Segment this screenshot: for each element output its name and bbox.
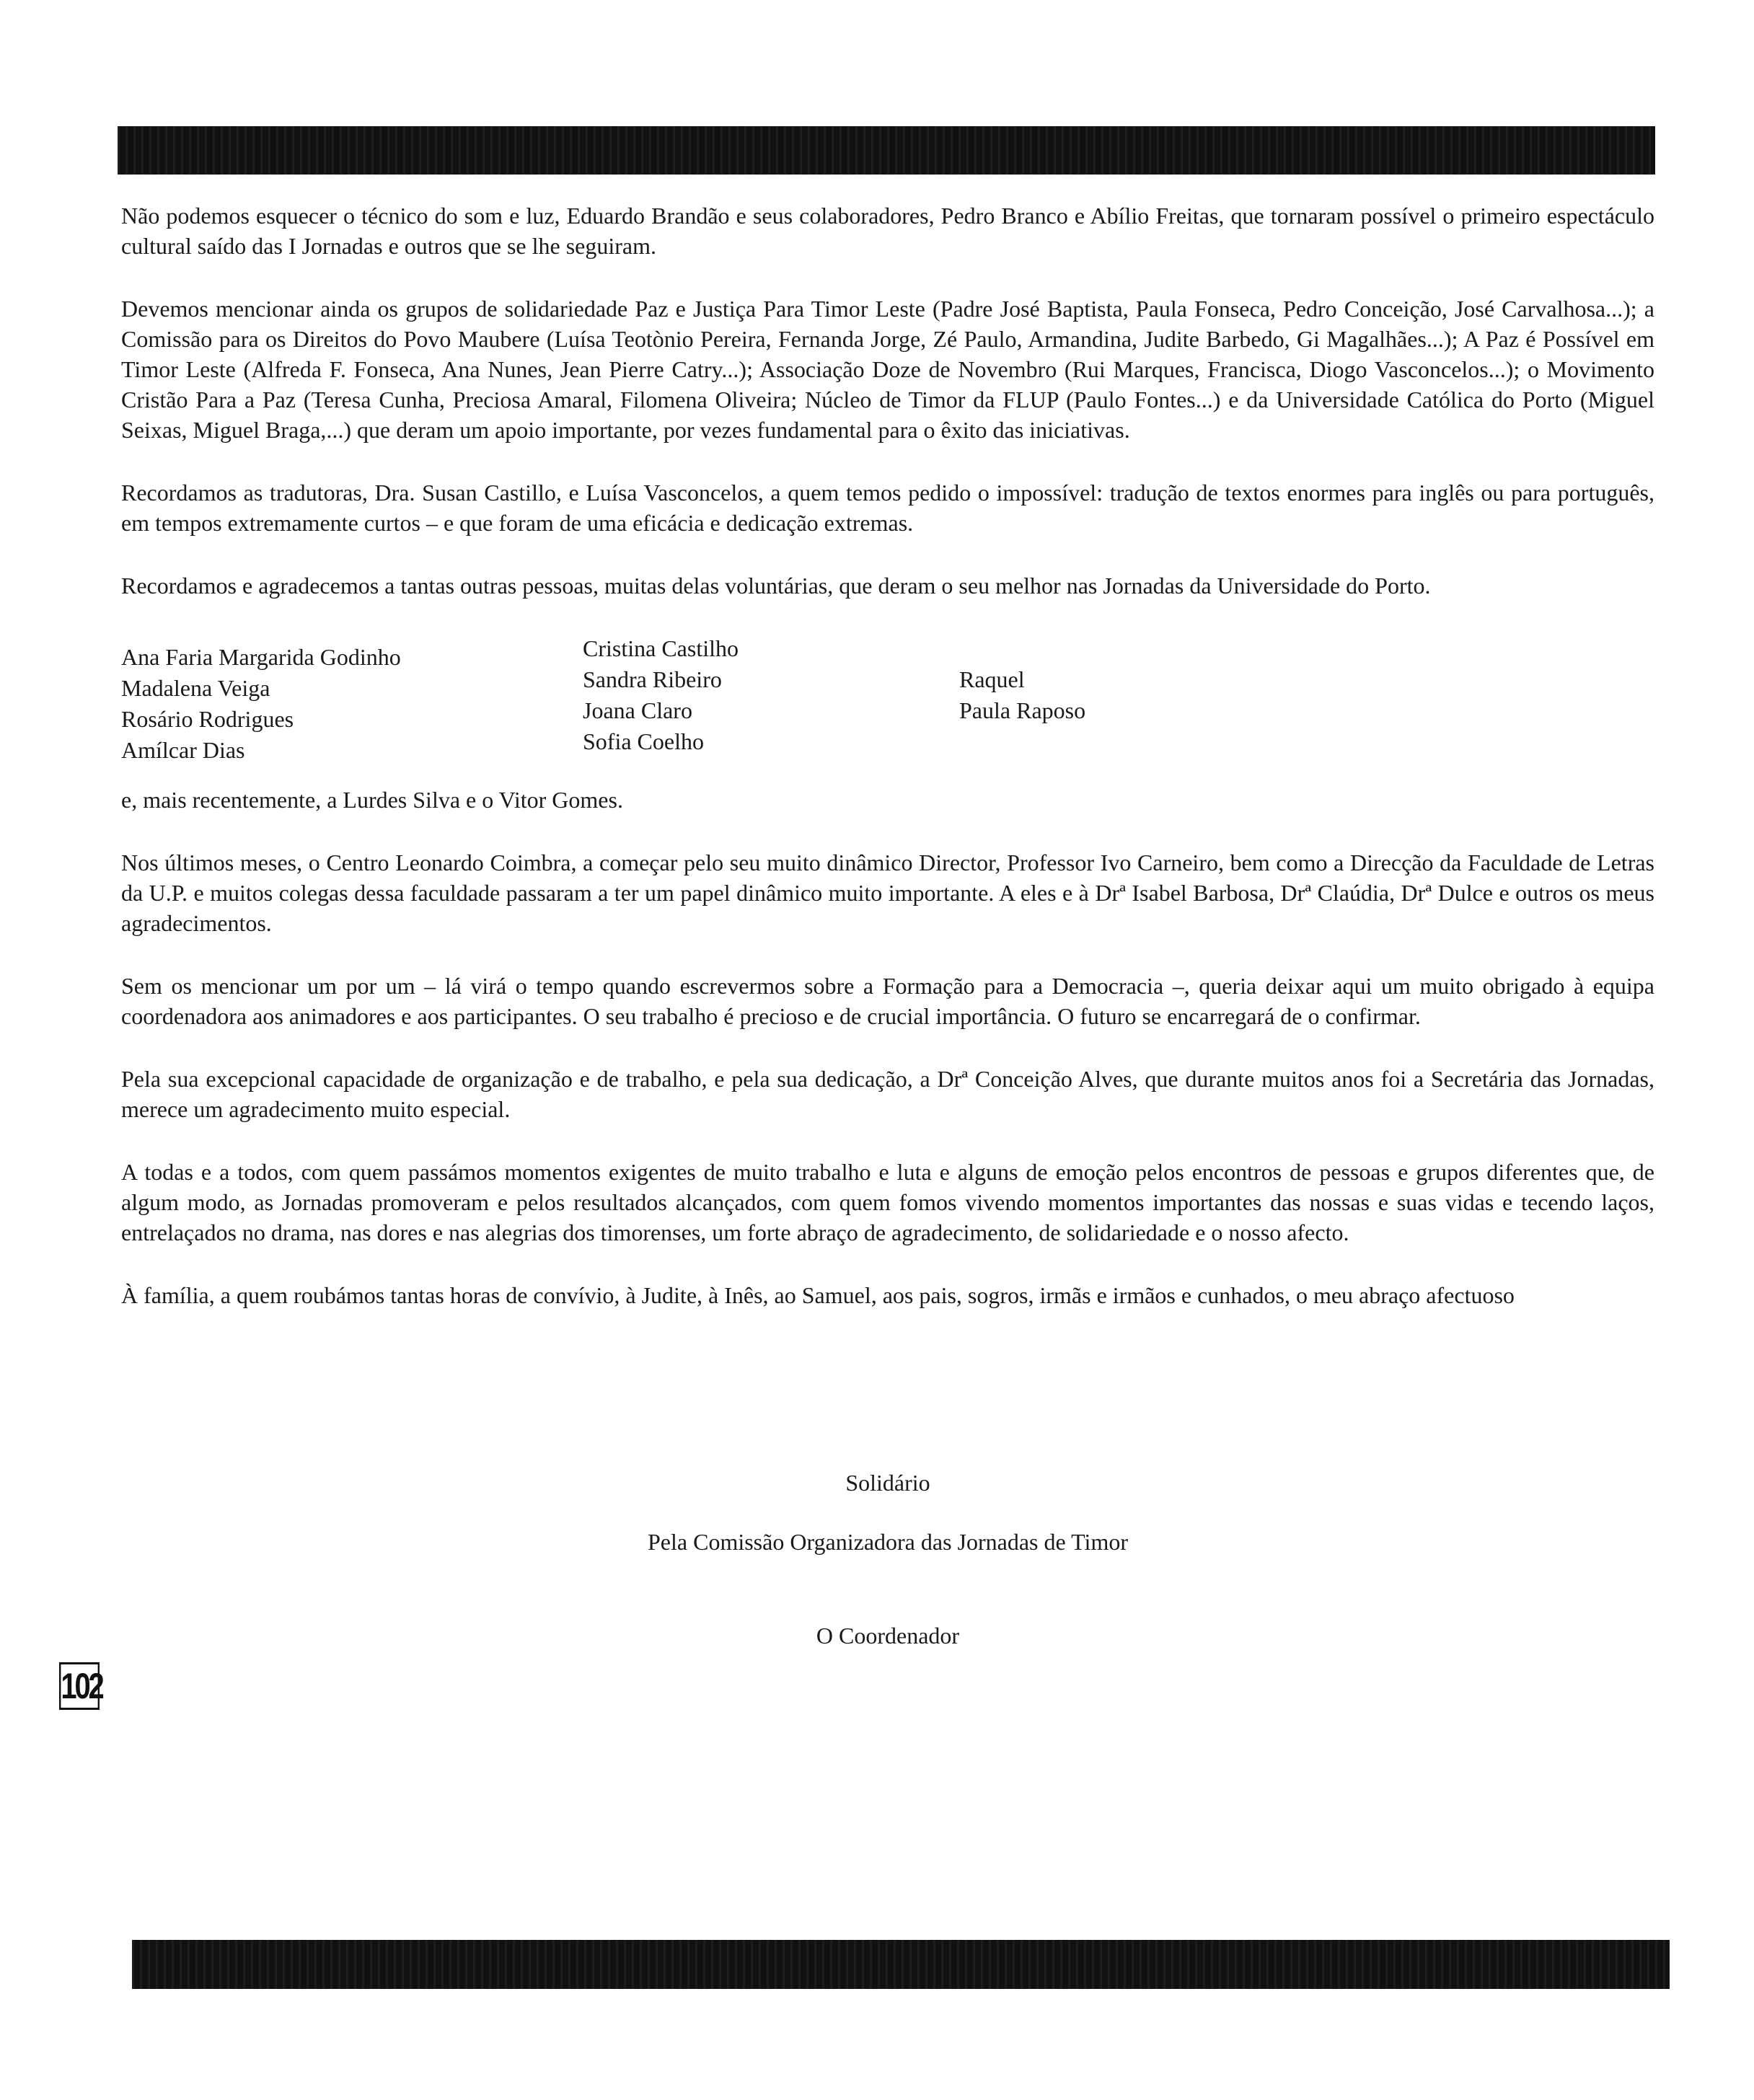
signoff-coordinator: O Coordenador — [816, 1623, 960, 1649]
name-item: Joana Claro — [583, 697, 692, 723]
paragraph-translators: Recordamos as tradutoras, Dra. Susan Castillo, e Luísa Vasconcelos, a quem temos pedido o impossível: tradução de textos enormes para inglês ou para português, em tempos extremamente curtos – e que foram de uma eficácia e dedicação extremas. — [121, 480, 1654, 536]
paragraph-formacao: Sem os mencionar um por um – lá virá o tempo quando escrevermos sobre a Formação para a Democracia –, queria deixar aqui um muito obrigado à equipa coordenadora aos animadores e aos participantes. O seu trabalho é precioso e de crucial importância. O futuro se encarregará de o confirmar. — [121, 973, 1654, 1029]
paragraph-familia: À família, a quem roubámos tantas horas de convívio, à Judite, à Inês, ao Samuel, aos pais, sogros, irmãs e irmãos e cunhados, o meu abraço afectuoso — [121, 1282, 1515, 1308]
name-item: Sofia Coelho — [583, 728, 704, 754]
name-item: Amílcar Dias — [121, 737, 245, 763]
signoff-commission: Pela Comissão Organizadora das Jornadas de Timor — [648, 1529, 1128, 1555]
page-number: 102 — [59, 1662, 100, 1710]
name-item: Paula Raposo — [959, 697, 1086, 723]
name-item: Cristina Castilho — [583, 635, 739, 661]
paragraph-recent: e, mais recentemente, a Lurdes Silva e o Vitor Gomes. — [121, 787, 623, 813]
name-item: Madalena Veiga — [121, 675, 270, 701]
signoff-block — [121, 0, 1654, 2100]
paragraph-sound-light: Não podemos esquecer o técnico do som e luz, Eduardo Brandão e seus colaboradores, Pedro Branco e Abílio Freitas, que tornaram possível o primeiro espectáculo cultural saído das I Jornadas e outros que se lhe seguiram. — [121, 203, 1654, 259]
paragraph-centro-leonardo: Nos últimos meses, o Centro Leonardo Coimbra, a começar pelo seu muito dinâmico Director, Professor Ivo Carneiro, bem como a Direcção da Faculdade de Letras da U.P. e muitos colegas dessa faculdade passaram a ter um papel dinâmico muito importante. A eles e à Drª Isabel Barbosa, Drª Claúdia, Drª Dulce e outros os meus agradecimentos. — [121, 850, 1654, 936]
name-item: Sandra Ribeiro — [583, 666, 722, 692]
paragraph-solidarity-groups: Devemos mencionar ainda os grupos de solidariedade Paz e Justiça Para Timor Leste (Padre José Baptista, Paula Fonseca, Pedro Conceição, José Carvalhosa...); a Comissão para os Direitos do Povo Maubere (Luísa Teotònio Pereira, Fernanda Jorge, Zé Paulo, Armandina, Judite Barbedo, Gi Magalhães...); A Paz é Possível em Timor Leste (Alfreda F. Fonseca, Ana Nunes, Jean Pierre Catry...); Associação Doze de Novembro (Rui Marques, Francisca, Diogo Vasconcelos...); o Movimento Cristão Para a Paz (Teresa Cunha, Preciosa Amaral, Filomena Oliveira; Núcleo de Timor da FLUP (Paulo Fontes...) e da Universidade Católica do Porto (Miguel Seixas, Miguel Braga,...) que deram um apoio importante, por vezes fundamental para o êxito das iniciativas. — [121, 296, 1654, 443]
paragraph-volunteers: Recordamos e agradecemos a tantas outras pessoas, muitas delas voluntárias, que deram o seu melhor nas Jornadas da Universidade do Porto. — [121, 573, 1431, 599]
paragraph-secretaria: Pela sua excepcional capacidade de organização e de trabalho, e pela sua dedicação, a Drª Conceição Alves, que durante muitos anos foi a Secretária das Jornadas, merece um agradecimento muito especial. — [121, 1066, 1654, 1122]
bottom-decorative-bar — [132, 1940, 1670, 1989]
paragraph-todos: A todas e a todos, com quem passámos momentos exigentes de muito trabalho e luta e alguns de emoção pelos encontros de pessoas e grupos diferentes que, de algum modo, as Jornadas promoveram e pelos resultados alcançados, com quem fomos vivendo momentos importantes das nossas e suas vidas e tecendo laços, entrelaçados no drama, nas dores e nas alegrias dos timorenses, um forte abraço de agradecimento, de solidariedade e o nosso afecto. — [121, 1159, 1654, 1245]
signoff-solidario: Solidário — [845, 1470, 930, 1496]
name-item: Ana Faria Margarida Godinho — [121, 644, 401, 670]
name-item: Raquel — [959, 666, 1025, 692]
name-item: Rosário Rodrigues — [121, 706, 294, 732]
